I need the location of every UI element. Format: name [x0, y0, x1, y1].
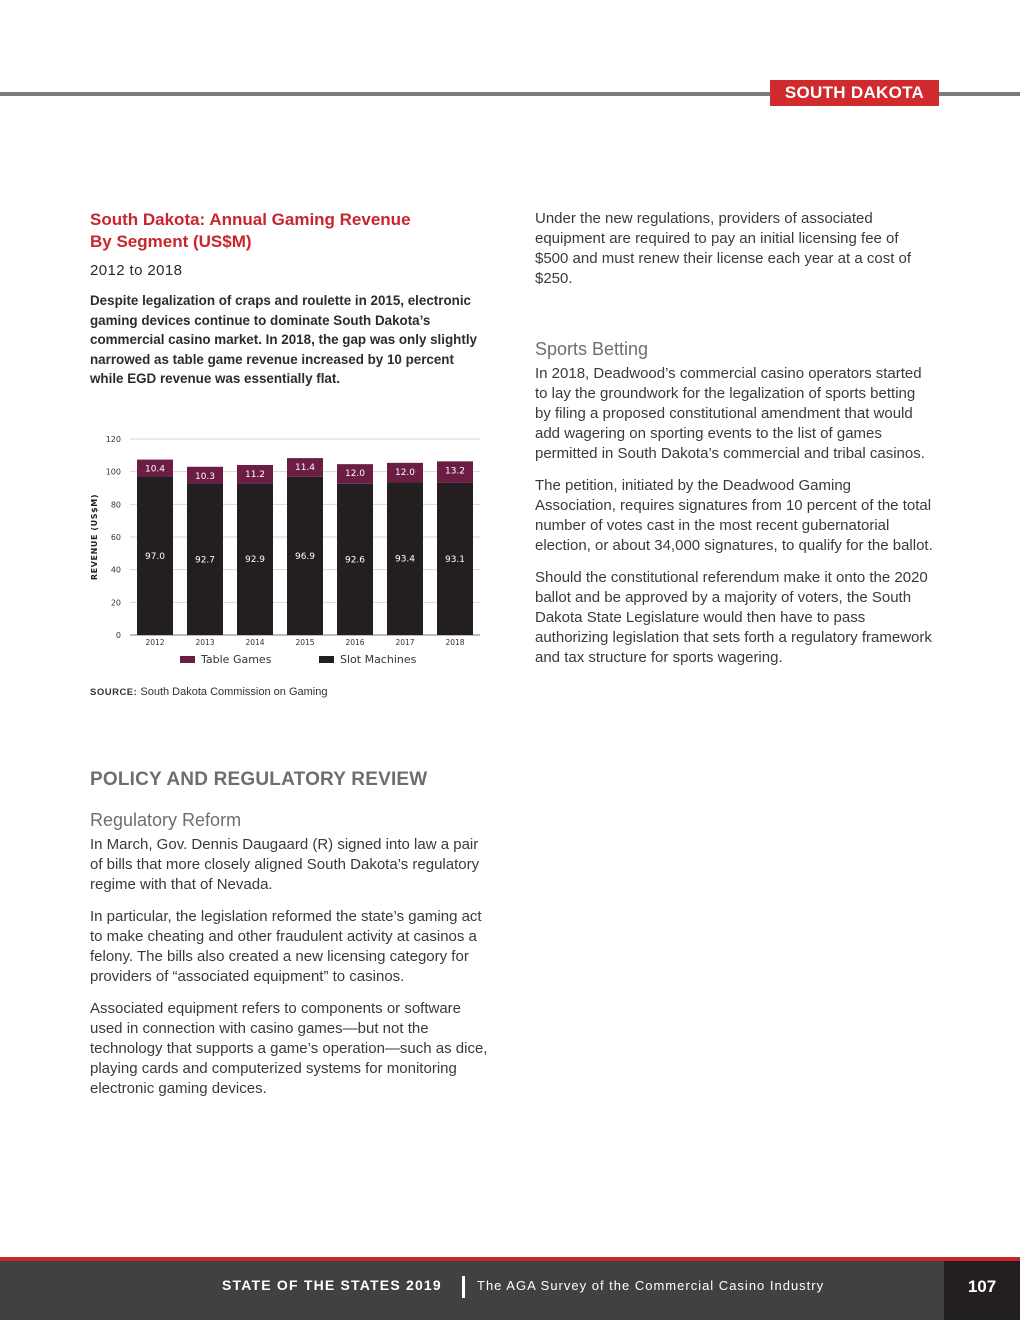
x-tick-label: 2015 [295, 638, 315, 647]
data-label: 11.2 [244, 469, 266, 480]
data-label: 96.9 [294, 551, 316, 562]
x-tick-label: 2018 [445, 638, 465, 647]
regulatory-continued [535, 209, 935, 301]
y-tick-label: 120 [105, 435, 121, 444]
data-label: 11.4 [294, 463, 316, 474]
chart-subtitle: 2012 to 2018 [90, 262, 183, 279]
legend-swatch [180, 656, 195, 663]
source-label: SOURCE: [90, 687, 138, 698]
data-label: 93.4 [394, 554, 416, 565]
regulatory-heading: Regulatory Reform [90, 810, 242, 830]
data-label: 10.3 [194, 471, 216, 482]
y-tick-label: 0 [115, 631, 121, 640]
data-label: 12.0 [344, 469, 366, 480]
legend-label: Table Games [201, 653, 272, 666]
sports-paragraph-3: Should the constitutional referendum make it onto the 2020 ballot and be approved by a majority of voters, the South Dakota State Legislature would then have to pass authorizing legislation that sets forth a regulatory framework and tax structure for sports wagering. [535, 569, 932, 666]
data-label: 12.0 [394, 467, 416, 478]
y-axis-title: REVENUE (US$M) [90, 493, 99, 581]
chart-source [90, 686, 327, 698]
regulatory-paragraph-1: In March, Gov. Dennis Daugaard (R) signed into law a pair of bills that more closely aligned South Dakota’s regulatory regime with that of Nevada. [90, 836, 480, 893]
x-tick-label: 2012 [145, 638, 165, 647]
y-tick-label: 100 [105, 467, 121, 477]
source-text: South Dakota Commission on Gaming [140, 686, 328, 698]
y-tick-label: 40 [110, 565, 121, 575]
data-label: 93.1 [444, 554, 466, 565]
x-tick-label: 2017 [395, 638, 415, 647]
y-tick-label: 20 [110, 598, 121, 608]
chart-description: Despite legalization of craps and roulette in 2015, electronic gaming devices continue to dominate South Dakota’s commercial casino market. In 2018, the gap was only slightly narrowed as table game revenue increased by 10 percent while EGD revenue was essentially flat. [90, 293, 477, 386]
footer-report-subtitle: The AGA Survey of the Commercial Casino Industry [477, 1278, 825, 1293]
sports-heading: Sports Betting [535, 339, 649, 359]
sports-paragraph-2: The petition, initiated by the Deadwood Gaming Association, requires signatures from 10 percent of the total number of votes cast in the most recent gubernatorial election, or about 34,000 signatures, to qualify for the ballot. [535, 477, 933, 554]
data-label: 92.7 [194, 555, 216, 566]
data-label: 92.9 [244, 555, 266, 566]
y-tick-label: 80 [110, 500, 121, 510]
footer-divider [462, 1276, 465, 1298]
y-tick-label: 60 [110, 533, 121, 542]
sports-paragraph-1: In 2018, Deadwood’s commercial casino operators started to lay the groundwork for the legalization of sports betting by filing a proposed constitutional amendment that would add wagering on sporting events to the list of games permitted in South Dakota’s commercial and tribal casinos. [535, 365, 925, 462]
data-label: 97.0 [144, 551, 166, 562]
data-label: 10.4 [144, 464, 166, 475]
chart-title: South Dakota: Annual Gaming Revenue By Segment (US$M) [90, 210, 411, 251]
page-number: 107 [944, 1261, 1020, 1320]
legend-swatch [319, 656, 334, 663]
footer-report-title: STATE OF THE STATES 2019 [222, 1277, 442, 1293]
regulatory-paragraph-2: In particular, the legislation reformed the state’s gaming act to make cheating and other fraudulent activity at casinos a felony. The bills also created a new licensing category for providers of “associated equipment” to casinos. [90, 908, 482, 985]
regulatory-paragraph-4: Under the new regulations, providers of associated equipment are required to pay an initial licensing fee of $500 and must renew their license each year at a cost of $250. [535, 210, 912, 287]
state-tab: SOUTH DAKOTA [770, 80, 939, 106]
data-label: 13.2 [444, 466, 466, 477]
x-tick-label: 2014 [245, 638, 265, 647]
regulatory-section [90, 810, 488, 1111]
legend-label: Slot Machines [340, 653, 417, 666]
x-tick-label: 2016 [345, 638, 365, 647]
data-label: 92.6 [344, 555, 366, 566]
sports-section [535, 339, 935, 680]
policy-heading: POLICY AND REGULATORY REVIEW [90, 769, 428, 790]
revenue-chart [85, 432, 495, 682]
x-tick-label: 2013 [195, 638, 215, 647]
regulatory-paragraph-3: Associated equipment refers to components or software used in connection with casino games—but not the technology that supports a game’s operation—such as dice, playing cards and computerized systems for monitoring electronic gaming devices. [90, 1000, 488, 1097]
